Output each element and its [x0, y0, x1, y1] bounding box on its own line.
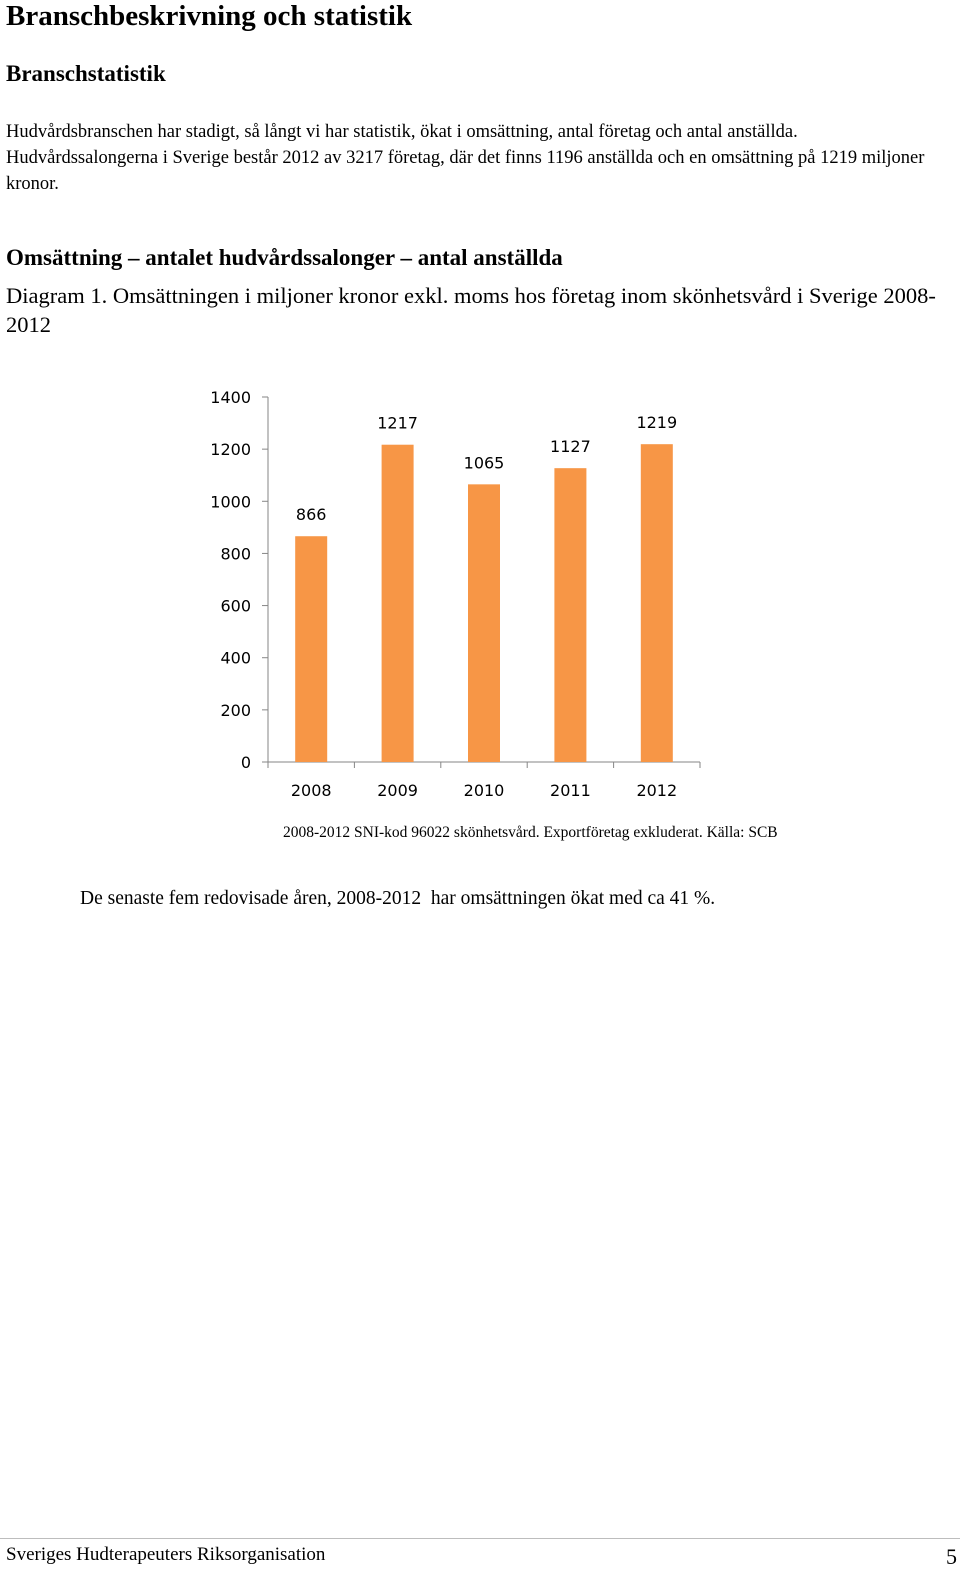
y-tick-label: 200 — [220, 700, 251, 720]
y-tick-label: 1400 — [210, 388, 251, 407]
data-label-2012: 1219 — [636, 413, 678, 433]
x-tick-label: 2009 — [377, 781, 418, 800]
footer-divider — [0, 1538, 960, 1539]
y-tick-label: 1000 — [210, 492, 251, 512]
diagram-caption: Diagram 1. Omsättningen i miljoner kronor exkl. moms hos företag inom skönhetsvård i Sverige 2008-2012 — [6, 283, 936, 337]
x-tick-label: 2010 — [463, 781, 505, 800]
y-tick-label: 600 — [220, 596, 251, 616]
data-label-2009: 1217 — [377, 413, 418, 433]
bars — [295, 444, 673, 762]
x-tick-label: 2011 — [550, 781, 591, 800]
page-number: 5 — [946, 1544, 957, 1569]
footer-organization: Sveriges Hudterapeuters Riksorganisation — [6, 1544, 326, 1565]
intro-paragraph-2: Hudvårdssalongerna i Sverige består 2012 av 3217 företag, där det finns 1196 anställda och en omsättning på 1219 miljoner kronor. — [6, 148, 925, 194]
y-tick-label: 400 — [220, 648, 251, 668]
bar-2009 — [382, 445, 414, 762]
bar-2012 — [641, 444, 673, 762]
x-axis — [268, 762, 700, 800]
bar-2008 — [295, 536, 327, 762]
page-title: Branschbeskrivning och statistik — [6, 0, 413, 32]
data-label-2010: 1065 — [463, 453, 505, 473]
intro-paragraph-1: Hudvårdsbranschen har stadigt, så långt vi har statistik, ökat i omsättning, antal företag och antal anställda. — [6, 122, 798, 142]
y-axis — [210, 388, 268, 772]
section-title: Branschstatistik — [6, 61, 166, 86]
revenue-bar-chart — [0, 370, 960, 810]
y-tick-label: 800 — [220, 544, 251, 564]
y-tick-label: 1200 — [210, 440, 251, 460]
bar-2011 — [554, 468, 586, 762]
x-tick-label: 2012 — [636, 781, 678, 800]
source-note: 2008-2012 SNI-kod 96022 skönhetsvård. Exportföretag exkluderat. Källa: SCB — [283, 824, 778, 841]
intro-text — [6, 119, 946, 197]
data-label-2008: 866 — [295, 505, 327, 525]
bar-2010 — [468, 484, 500, 762]
data-label-2011: 1127 — [550, 437, 591, 457]
x-tick-label: 2008 — [290, 781, 332, 800]
conclusion-text: De senaste fem redovisade åren, 2008-2012 har omsättningen ökat med ca 41 %. — [80, 888, 716, 909]
y-tick-label: 0 — [240, 753, 251, 772]
subsection-title: Omsättning – antalet hudvårdssalonger – antal anställda — [6, 245, 563, 270]
